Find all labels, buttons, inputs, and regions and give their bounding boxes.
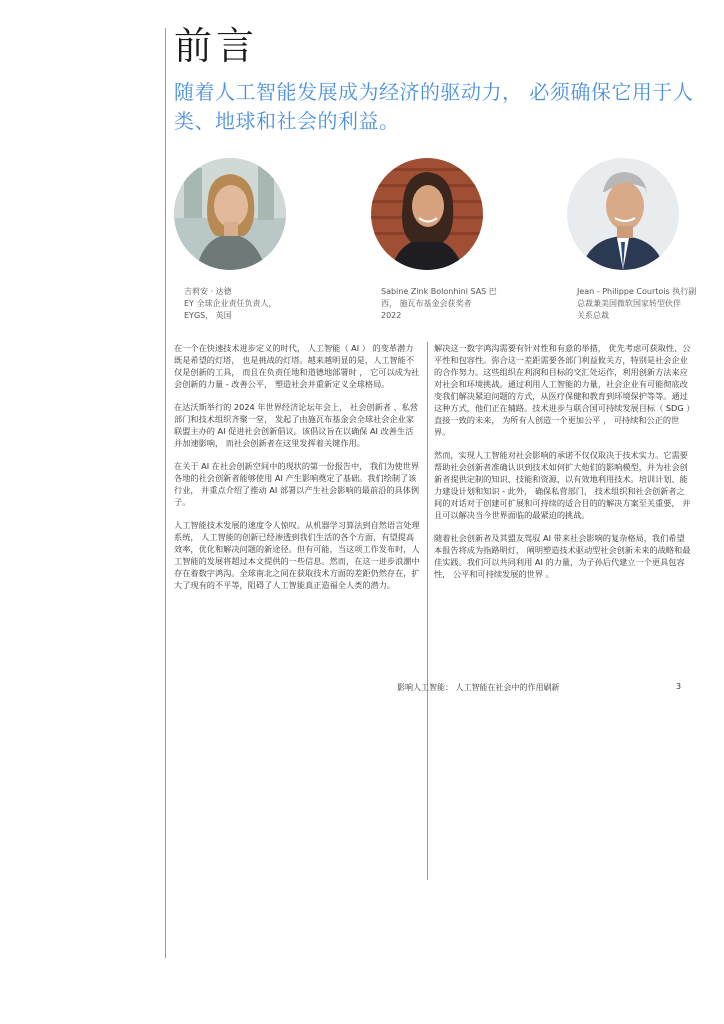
page-number: 3 [676,682,682,691]
paragraph: 然而，实现人工智能对社会影响的承诺不仅仅取决于技术实力。它需要帮助社会创新者准确认识到技术如何扩大他们的影响模型，并为社会创新者提供定制的知识、技能和资源，以有效地利用技术。培训计划、能力建设计划和知识 - 此外， 确保私营部门， 技术组织和社会创新者之间的对话对于创建可扩展和可持续的适合目的的解决方案至关重要， 并且可以解决当今世界面临的最紧迫的挑战。 [434,450,691,520]
person-caption [184,286,304,322]
paragraph: 随着社会创新者及其盟友驾驭 AI 带来社会影响的复杂格局，我们希望本报告将成为指路明灯， 阐明塑造技术驱动型社会创新未来的战略和最佳实践。我们可以共同利用 AI 的力量，为子孙后代建立一个更具包容性， 公平和可持续发展的世界 。 [434,533,691,579]
portrait-photo-icon [371,158,483,270]
left-margin-rule [165,28,166,958]
body-column-left [174,342,420,602]
paragraph: 在达沃斯举行的 2024 年世界经济论坛年会上， 社会创新者 、私营部门和技术组织齐聚一堂， 发起了由施瓦布基金会全球社会企业家联盟主办的 AI 促进社会创新倡议。该倡议旨在以确保 AI 改善生活并加速影响， 而社会创新者在这里发挥着关键作用。 [174,402,419,448]
caption-line: Sabine Zink Bolonhini SAS 巴 西， 施瓦布基金会获奖者 2022 [381,287,497,320]
footer-title: 影响人工智能： 人工智能在社会中的作用刷新 [397,683,560,692]
paragraph: 人工智能技术发展的速度令人惊叹。从机器学习算法到自然语言处理系统， 人工智能的创新已经渗透到我们生活的各个方面，有望提高效率，优化和解决问题的新途径。但有可能，当这项工作发布时，人工智能的发展将超过本文提供的一些信息。然而，在这一进步浪潮中存在着数字鸿沟。全球南北之间在获取技术方面的差距仍然存在，扩大了现有的不平等，阻碍了人工智能真正造福全人类的潜力。 [174,520,420,590]
person-caption [577,286,712,322]
caption-line: 吉莉安 · 达德 EY 全球企业责任负责人， EYGS， 英国 [184,287,277,320]
paragraph: 在关于 AI 在社会创新空间中的现状的第一份报告中， 我们为使世界各地的社会创新者能够使用 AI 产生影响奠定了基础。我们绘制了该行业， 并重点介绍了推动 AI 部署以产生社会影响的最前沿的具体例子。 [174,461,420,507]
portrait-photo-icon [174,158,286,270]
page-title: 前言 [174,24,259,68]
portrait-photo-icon [567,158,679,270]
body-column-right [434,342,692,591]
page-subtitle: 随着人工智能发展成为经济的驱动力， 必须确保它用于人类、地球和社会的利益。 [174,80,694,133]
person-caption [381,286,531,322]
paragraph: 在一个在快速技术进步定义的时代， 人工智能（ AI ） 的变革潜力既是希望的灯塔， 也是挑战的灯塔。越来越明显的是，人工智能不仅是创新的工具， 而且在负责任地和道德地部署时 ， 它可以成为社会创新的力量 - 改善公平， 塑造社会并重新定义全球格局。 [174,343,420,389]
column-divider [427,342,428,880]
paragraph: 解决这一数字鸿沟需要有针对性和有意的举措， 优先考虑可获取性、公平性和包容性。弥合这一差距需要各部门利益攸关方，特别是社会企业的合作努力。这些组织在利润和目标的交汇处运作，利用创新方法来应对社会和环境挑战。通过利用人工智能的力量，社会企业有可能彻底改变我们解决紧迫问题的方式，从医疗保健和教育到环境保护等等。通过这种方式，他们正在辅路。技术进步与联合国可持续发展目标（ SDG ）直接一致的未来， 为所有人创造一个更加公平 ， 可持续和公正的世界。 [434,343,691,437]
caption-line: Jean - Philippe Courtois 执行副 总裁兼美国微软国家转型伙伴 关系总裁 [577,287,697,320]
